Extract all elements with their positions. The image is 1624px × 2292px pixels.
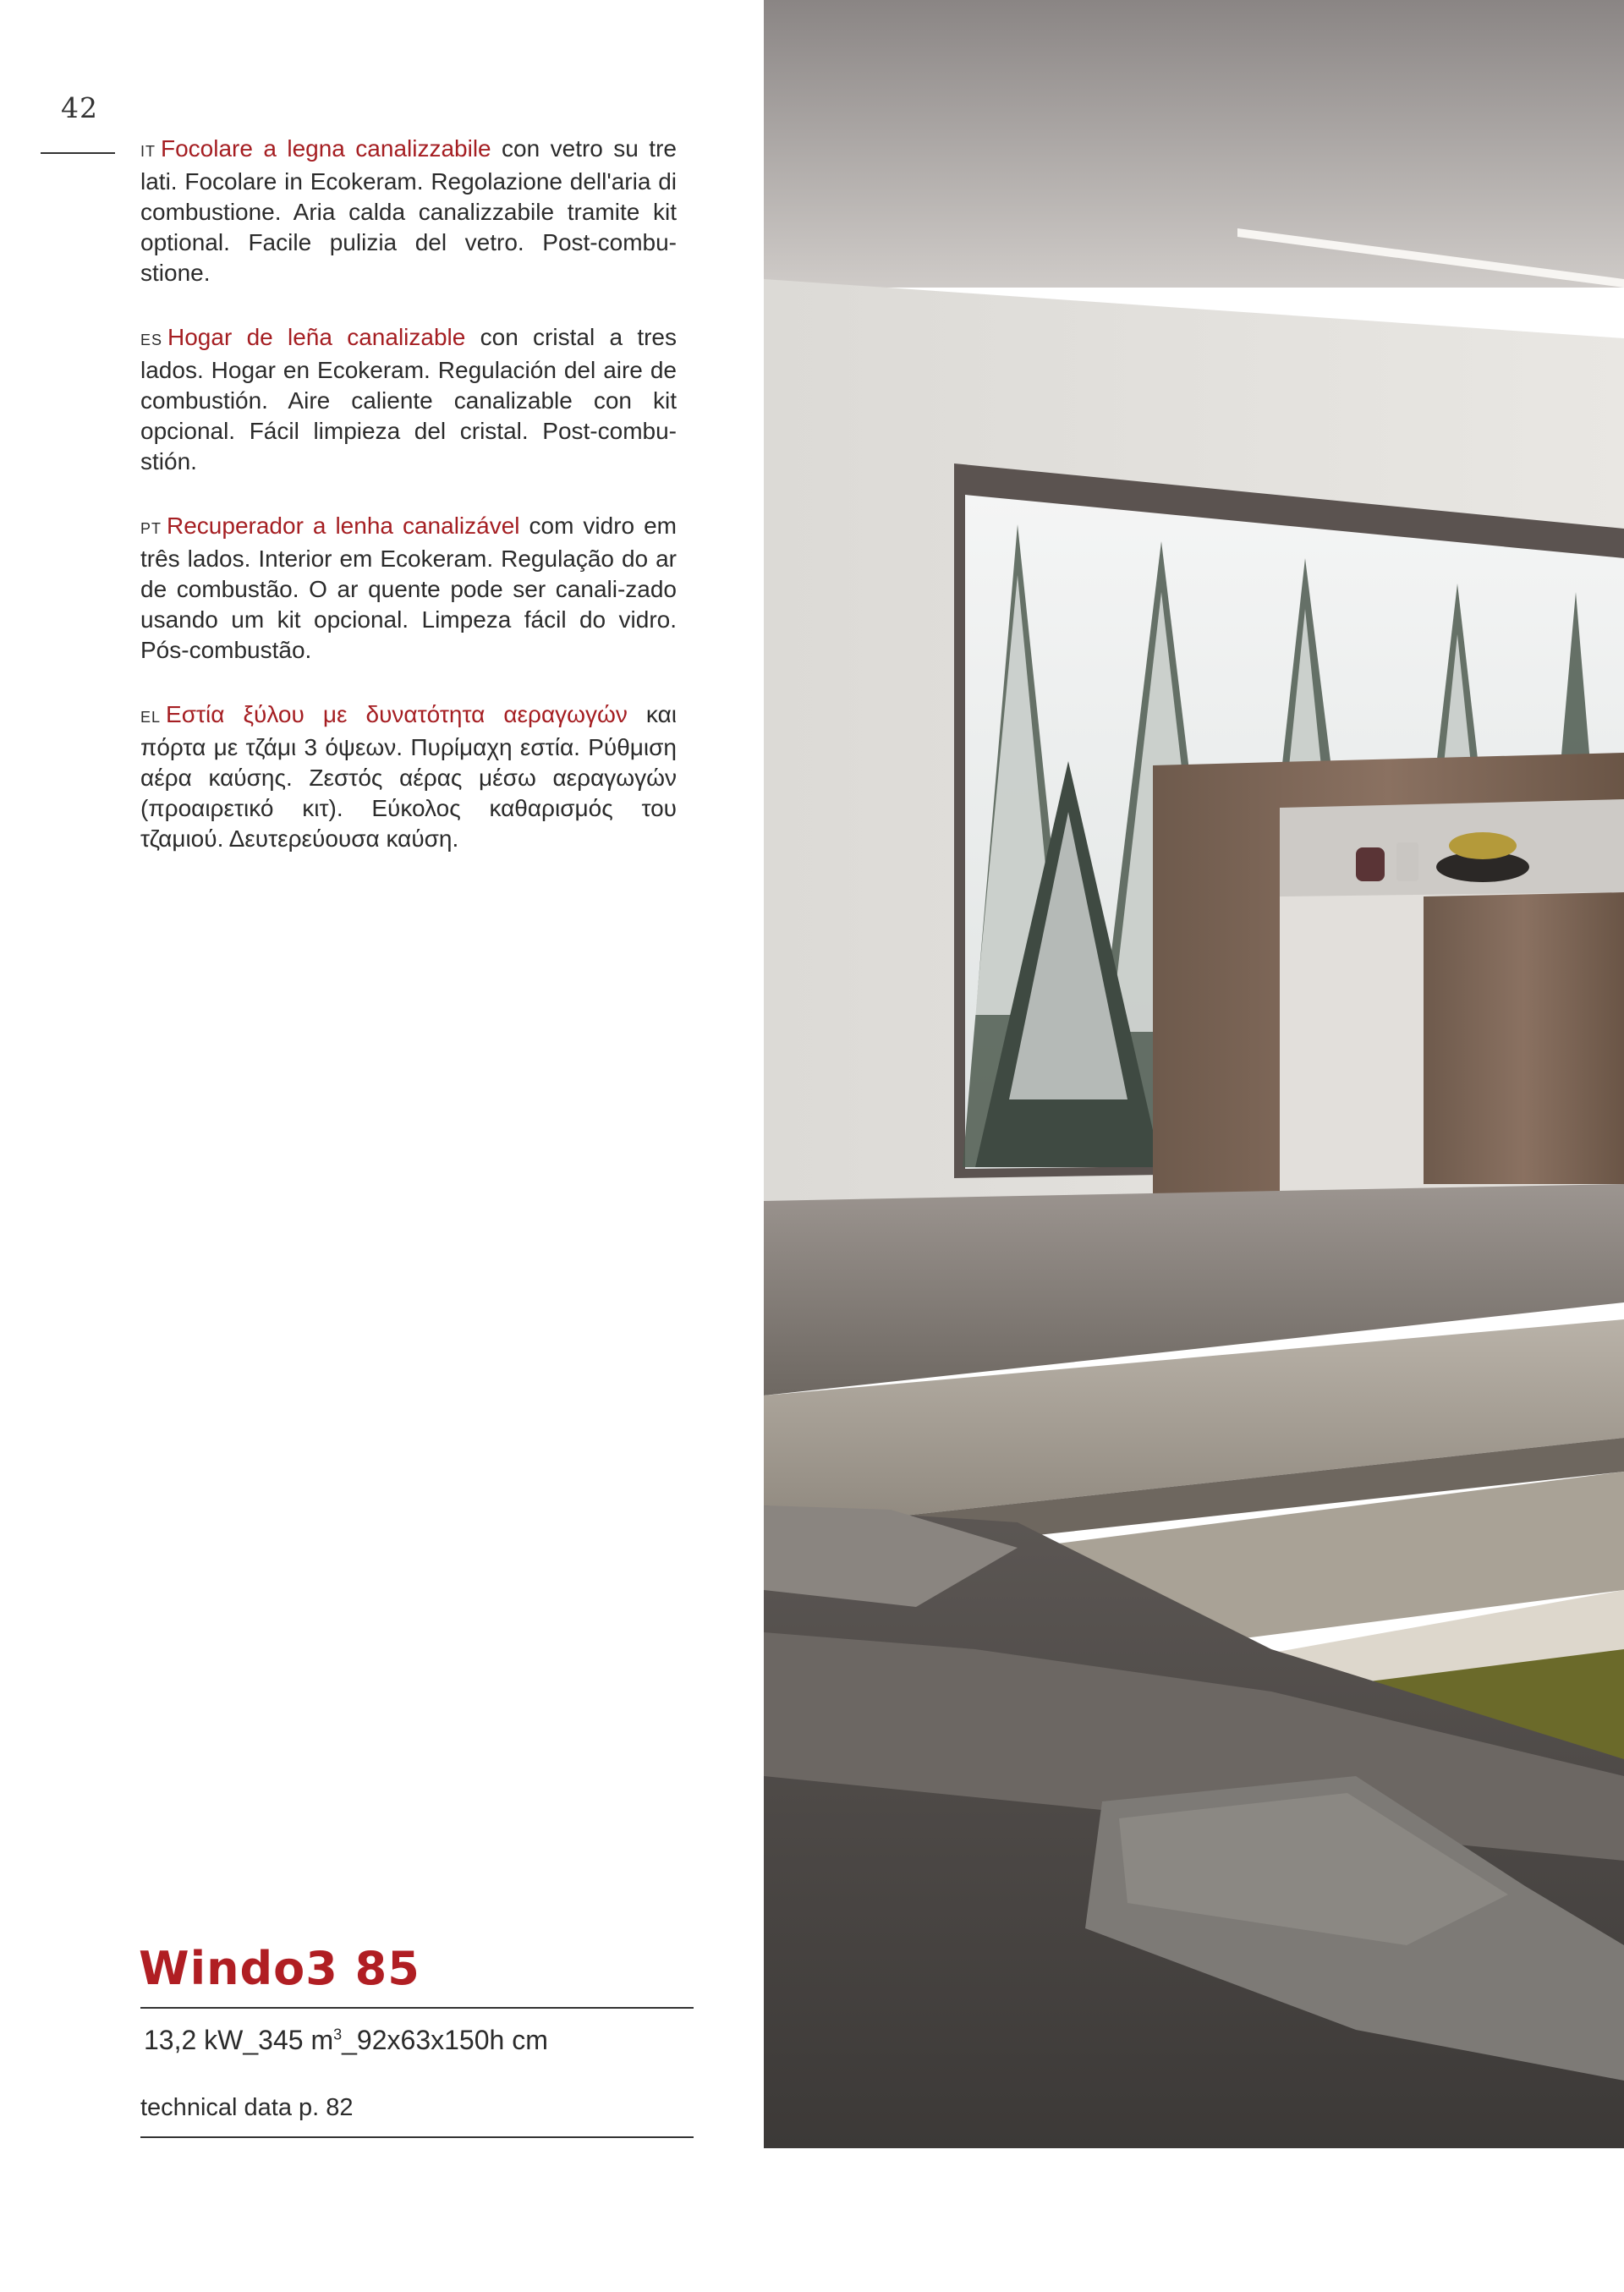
description-text: και πόρτα με τζάμι 3 όψεων. Πυρίμαχη εστία. Ρύθμιση αέρα καύσης. Ζεστός αέρας μέσω αεραγωγών (προαιρετικό κιτ). Εύκολος καθαρισμός του τζαμιού. Δευτερεύουσα καύση. (140, 701, 677, 852)
bottom-rule (140, 2136, 694, 2138)
interior-photo (764, 0, 1624, 2148)
lang-code: ES (140, 332, 163, 348)
technical-data-reference: technical data p. 82 (140, 2094, 354, 2121)
specs-dimensions: _92x63x150h cm (342, 2025, 548, 2055)
description-text: con cristal a tres lados. Hogar en Ecokeram. Regulación del aire de combustión. Aire caliente canalizable con kit opcional. Fácil limpieza del cristal. Post-combu-stión. (140, 324, 677, 474)
description-it (140, 134, 677, 288)
description-pt (140, 511, 677, 666)
product-specs (144, 2025, 548, 2056)
interior-photo-illustration (764, 0, 1624, 2148)
page-number: 42 (61, 91, 98, 124)
description-text: con vetro su tre lati. Focolare in Ecokeram. Regolazione dell'aria di combustione. Aria calda canalizzabile tramite kit optional. Facile pulizia del vetro. Post-combu-stione. (140, 135, 677, 286)
description-el (140, 699, 677, 854)
description-column (140, 134, 677, 888)
lang-code: EL (140, 709, 162, 726)
lang-code: PT (140, 520, 162, 537)
specs-superscript: 3 (333, 2026, 343, 2043)
description-text: com vidro em três lados. Interior em Ecokeram. Regulação do ar de combustão. O ar quente pode ser canali-zado usando um kit opcional. Limpeza fácil do vidro. Pós-combustão. (140, 513, 677, 663)
product-type-highlight: Recuperador a lenha canalizável (167, 513, 520, 539)
product-name: Windo3 85 (139, 1942, 420, 1995)
lang-code: IT (140, 143, 156, 160)
product-type-highlight: Εστία ξύλου με δυνατότητα αεραγωγών (166, 701, 628, 727)
product-type-highlight: Hogar de leña canalizable (167, 324, 466, 350)
product-type-highlight: Focolare a legna canalizzabile (161, 135, 491, 162)
margin-rule (41, 152, 115, 154)
description-es (140, 322, 677, 477)
title-rule (140, 2007, 694, 2009)
specs-main: 13,2 kW_345 m (144, 2025, 334, 2055)
